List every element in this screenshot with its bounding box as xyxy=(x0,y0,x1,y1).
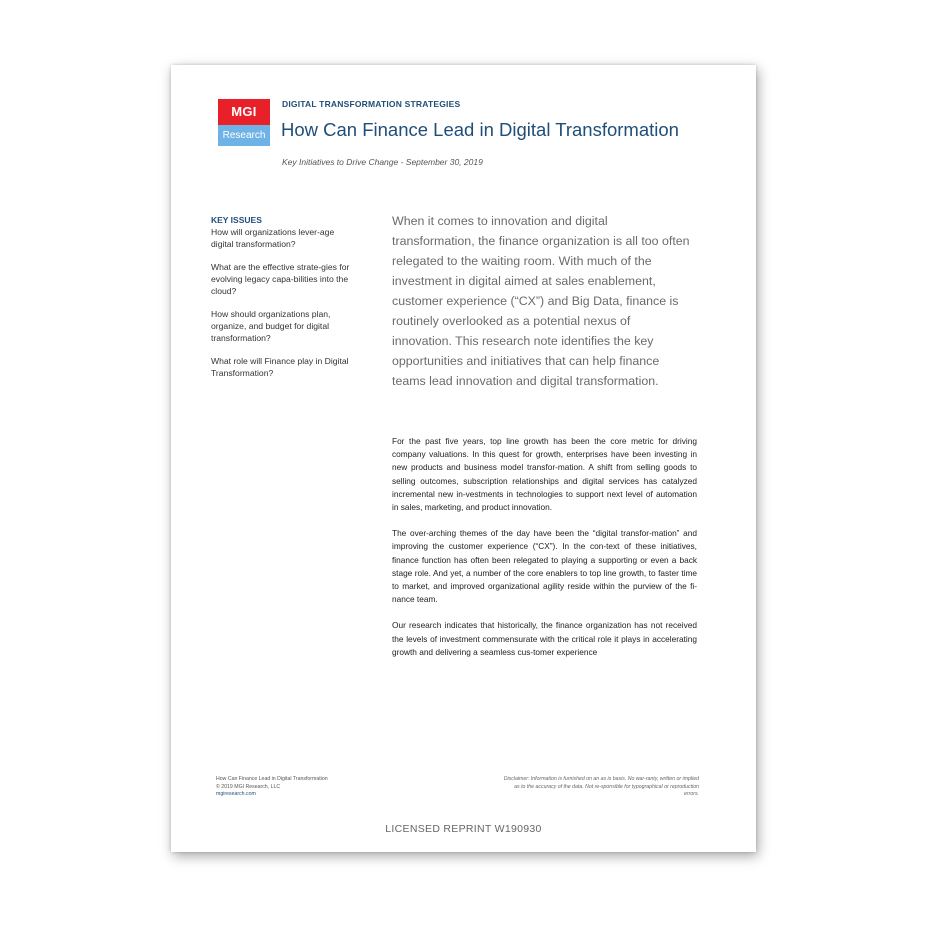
lead-paragraph: When it comes to innovation and digital transformation, the finance organization is all too often relegated to the waiting room. With much of the investment in digital aimed at sales enablement, customer experience (“CX”) and Big Data, finance is routinely overlooked as a potential nexus of innovation. This research note identifies the key opportunities and initiatives that can help finance teams lead innovation and digital transformation. xyxy=(392,214,690,388)
footer-url[interactable]: mgiresearch.com xyxy=(216,791,256,798)
footer-doc-title: How Can Finance Lead in Digital Transformation xyxy=(216,776,328,782)
key-issue-item: What role will Finance play in Digital Transformation? xyxy=(211,356,349,378)
document-page xyxy=(171,65,756,852)
logo-mgi: MGI xyxy=(218,99,270,125)
series-label: DIGITAL TRANSFORMATION STRATEGIES xyxy=(282,99,461,109)
footer-left xyxy=(216,776,328,799)
body-paragraph: The over-arching themes of the day have been the “digital transfor-mation” and improving the customer experience (“CX”). In the con-text of these initiatives, finance function has often been relegated to playing a supporting or even a back stage role. And yet, a number of the core enablers to top line growth, to faster time to market, and improved organizational agility reside within the purview of the fi-nance team. xyxy=(392,528,697,605)
body-paragraph: Our research indicates that historically, the finance organization has not received the levels of investment commensurate with the critical role it plays in accelerating growth and delivering a seamless cus-tomer experience xyxy=(392,620,697,657)
footer-copyright: © 2019 MGI Research, LLC xyxy=(216,783,281,790)
key-issue-item: How will organizations lever-age digital transformation? xyxy=(211,227,335,249)
key-issue-item: How should organizations plan, organize, and budget for digital transformation? xyxy=(211,309,331,343)
body-text xyxy=(392,435,697,672)
page-subtitle: Key Initiatives to Drive Change - September 30, 2019 xyxy=(282,157,483,167)
mgi-research-logo xyxy=(218,99,270,146)
key-issues-heading: KEY ISSUES xyxy=(211,215,262,225)
licensed-reprint-label: LICENSED REPRINT W190930 xyxy=(385,823,542,835)
logo-research: Research xyxy=(218,125,270,146)
body-paragraph: For the past five years, top line growth has been the core metric for driving company valuations. In this quest for growth, enterprises have been investing in new products and business model transfor-mation. A shift from selling goods to selling outcomes, subscription relationships and digital services has catalyzed incremental new in-vestments in technologies to support next level of automation in sales, marketing, and product innovation. xyxy=(392,436,697,513)
key-issues-sidebar xyxy=(211,215,351,390)
footer-disclaimer: Disclaimer: Information is furnished on an as is basis. No war-ranty, written or implied as to the accuracy of the data. Not re-sponsible for typographical or reproduction errors. xyxy=(503,776,699,798)
page-title: How Can Finance Lead in Digital Transformation xyxy=(281,119,679,140)
key-issue-item: What are the effective strate-gies for evolving legacy capa-bilities into the cloud? xyxy=(211,262,350,296)
